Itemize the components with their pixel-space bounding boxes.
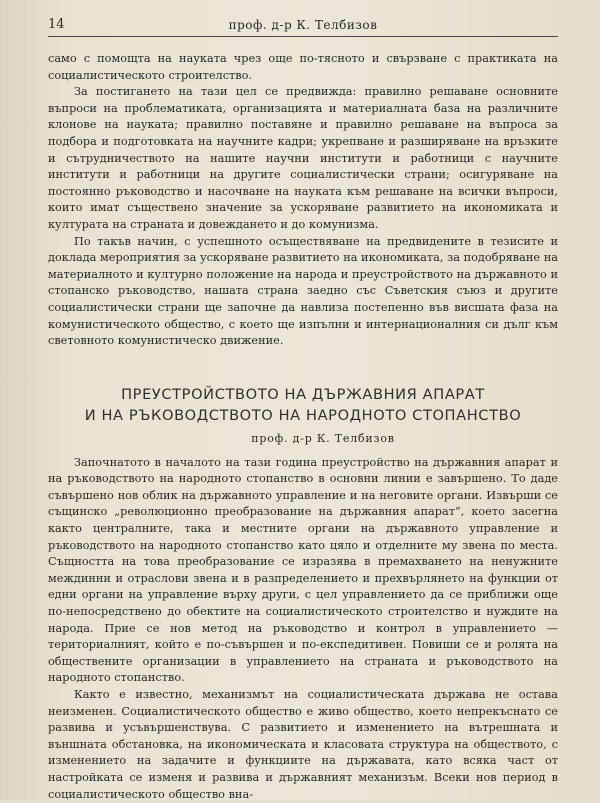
- article-title: [48, 384, 558, 426]
- paragraph: Както е известно, механизмът на социалистическата държава не остава неизменен. Социалистическото общество е живо общество, което непрекъснато се развива и усъвършенствува. С развитието и изменението на вътрешната и външната обстановка, на икономическата и класовата структура на обществото, с изменението на задачите и функциите на държавата, като всяка част от настройката се изменя и развива и държавният механизъм. Всеки нов период в социалистическото общество вна-: [48, 688, 558, 801]
- article-author: проф. д-р К. Телбизов: [251, 431, 395, 445]
- running-head: проф. д-р К. Телбизов: [228, 18, 378, 32]
- paragraph: Започнатото в началото на тази година преустройство на държавния апарат и на ръководството на народното стопанство в основни линии е завършено. То даде съвършено нов облик на държавното управление и на неговите органи. Извърши се същинско „революционно преобразование на държавния апарат“, което засегна както централните, така и местните органи на държавното управление и ръководството на народното стопанство като цяло и отделните му звена по места. Същността на това преобразование се изразява в премахването на ненужните междинни и отраслови звена и в разпределението и прехвърлянето на функции от едни органи на управление върху други, с цел управлението да се приближи още по-непосредствено до обектите на социалистическото строителство и нуждите на народа. Прие се нов метод на ръководство и контрол в управлението — териториалният, който е по-съвършен и по-експедитивен. Повиши се и ролята на обществените организации в управлението на страната и ръководството на народното стопанство.: [48, 455, 558, 685]
- page-header: [48, 14, 558, 37]
- continued-text: [48, 51, 558, 350]
- page-number: 14: [48, 17, 65, 32]
- paragraph: За постигането на тази цел се предвижда: правилно решаване основните въпроси на проблематиката, организацията и материалната база на различните клонове на науката; правилно поставяне и правилно решаване на въпроса за подбора и подготовката на научните кадри; укрепване и разширяване на връзките и сътрудничеството на нашите научни институти и работници с научните институти и работници на другите социалистически страни; осигуряване на постоянно ръководство и насочване на науката към решаване на всички въпроси, които имат съществено значение за ускоряване развитието на икономиката и културата на страната и довеждането и до комунизма.: [48, 85, 558, 231]
- article-title-line: ПРЕУСТРОЙСТВОТО НА ДЪРЖАВНИЯ АПАРАТ: [121, 385, 485, 403]
- paragraph: само с помощта на науката чрез още по-тясното и свързване с практиката на социалистическото строителство.: [48, 52, 558, 82]
- article-title-line: И НА РЪКОВОДСТВОТО НА НАРОДНОТО СТОПАНСТВО: [84, 406, 522, 424]
- paragraph: По такъв начин, с успешното осъществяване на предвидените в тезисите и доклада мероприятия за ускоряване развитието на икономиката, за подобряване на материалното и културно положение на народа и преустройството на държавното и стопанско ръководство, нашата страна заедно със Съветския съюз и другите социалистически страни ще започне да навлиза постепенно във висшата фаза на комунистическото общество, с което ще изпълни и интернационалния си дълг към световното комунистическо движение.: [48, 234, 558, 348]
- article-body: [48, 455, 558, 803]
